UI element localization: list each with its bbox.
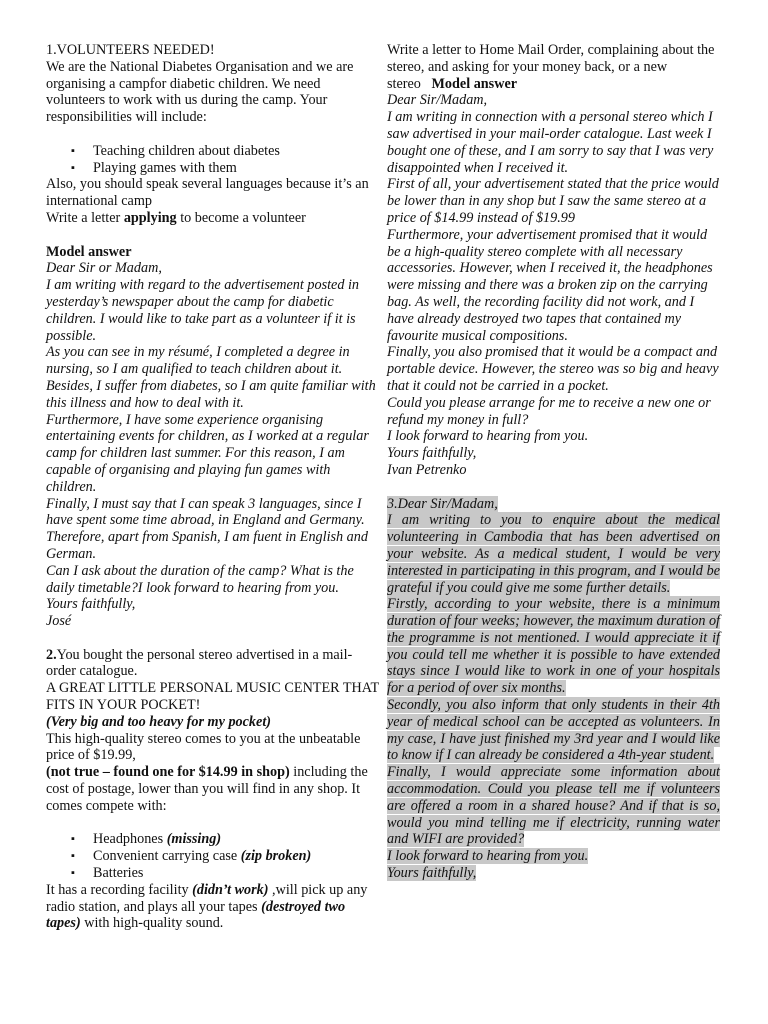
letter-line: I look forward to hearing from you. bbox=[387, 428, 589, 445]
letter-line: Furthermore, I have some experience organising entertaining events for children, as I worked at a regular camp for children last summer. For this reason, I am capable of organising and playing fun games with children. bbox=[46, 411, 369, 495]
list-item: ▪ Batteries bbox=[46, 865, 380, 882]
right-column bbox=[387, 42, 720, 882]
letter-line: I am writing in connection with a personal stereo which I saw advertised in your mail-order catalogue. Last week I bought one of these, and I am sorry to say that I was very disappointed when I received it. bbox=[387, 109, 714, 176]
letter-line: Finally, I would appreciate some information about accommodation. Could you please tell me if volunteers are offered a room in a shared house? And if that is so, would you mind telling me if electricity, running water and WIFI are provided? bbox=[387, 764, 720, 848]
letter-line: Finally, you also promised that it would be a compact and portable device. However, the stereo was so big and heavy that it could not be carried in a pocket. bbox=[387, 344, 719, 394]
ad-note: (Very big and too heavy for my pocket) bbox=[46, 713, 271, 730]
list-item: ▪ Headphones (missing) bbox=[46, 831, 380, 848]
spacer bbox=[46, 227, 380, 244]
task2-instruction: Write a letter to Home Mail Order, complaining about the stereo, and asking for your money back, or a new stereo Model answer bbox=[387, 42, 715, 92]
letter-line: Can I ask about the duration of the camp? What is the daily timetable?I look forward to hearing from you. bbox=[46, 562, 354, 596]
spacer bbox=[46, 815, 380, 832]
ad-cost: (not true – found one for $14.99 in shop) including the cost of postage, lower than you will find in any shop. It comes compete with: bbox=[46, 764, 368, 814]
letter-3 bbox=[387, 496, 720, 882]
task2-intro: 2.You bought the personal stereo advertised in a mail-order catalogue. bbox=[46, 646, 353, 680]
letter-line: 3.Dear Sir/Madam, bbox=[387, 495, 498, 512]
spacer bbox=[387, 479, 720, 496]
letter-line: Finally, I must say that I can speak 3 languages, since I have spent some time abroad, in England and Germany. Therefore, apart from Spanish, I am fuent in English and German. bbox=[46, 495, 368, 562]
list-item: ▪ Playing games with them bbox=[46, 160, 380, 177]
ad-price: This high-quality stereo comes to you at the unbeatable price of $19.99, bbox=[46, 730, 361, 764]
letter-line: Yours faithfully, bbox=[387, 865, 477, 882]
letter-line: First of all, your advertisement stated that the price would be lower than in any shop but I saw the same stereo at a price of $14.99 instead of $19.99 bbox=[387, 176, 719, 226]
list-item: ▪ Teaching children about diabetes bbox=[46, 143, 380, 160]
task1-intro: We are the National Diabetes Organisation and we are organising a campfor diabetic children. We need volunteers to work with us during the camp. Your responsibilities will include: bbox=[46, 58, 354, 126]
task1-also: Also, you should speak several languages because it’s an international camp bbox=[46, 176, 369, 210]
list-item: ▪ Convenient carrying case (zip broken) bbox=[46, 848, 380, 865]
letter-line: Dear Sir/Madam, bbox=[387, 92, 488, 109]
letter-line: Secondly, you also inform that only students in their 4th year of medical school can be accepted as volunteers. In my case, I have just finished my 3rd year and I would like to know if I can already be considered a 4th-year student. bbox=[387, 697, 720, 764]
letter-line: Dear Sir or Madam, bbox=[46, 260, 162, 277]
task1-heading: 1.VOLUNTEERS NEEDED! bbox=[46, 42, 215, 58]
spacer bbox=[46, 630, 380, 647]
letter-line: Ivan Petrenko bbox=[387, 461, 467, 478]
left-column bbox=[46, 42, 380, 932]
letter-line: Firstly, according to your website, there is a minimum duration of four weeks; however, the maximum duration of the programme is not mentioned. I would appreciate it if you could tell me whether it is possible to have extended stays since I would like to work in one of your hospitals for a period of over six months. bbox=[387, 596, 720, 697]
ad-title: A GREAT LITTLE PERSONAL MUSIC CENTER THAT FITS IN YOUR POCKET! bbox=[46, 680, 379, 714]
model-answer-label: Model answer bbox=[46, 243, 132, 260]
letter-line: I look forward to hearing from you. bbox=[387, 848, 589, 865]
letter-line: Yours faithfully, bbox=[387, 445, 477, 462]
model-letter-1 bbox=[46, 260, 380, 630]
letter-line: José bbox=[46, 613, 72, 630]
task1-bullet-list bbox=[46, 143, 380, 177]
spacer bbox=[46, 126, 380, 143]
ad-recording: It has a recording facility (didn’t work) ,will pick up any radio station, and plays all your tapes (destroyed two tapes) with high-quality sound. bbox=[46, 881, 368, 932]
letter-line: Could you please arrange for me to receive a new one or refund my money in full? bbox=[387, 394, 711, 428]
ad-item-list bbox=[46, 831, 380, 881]
letter-line: Yours faithfully, bbox=[46, 596, 136, 613]
task1-instruction: Write a letter applying to become a volunteer bbox=[46, 209, 306, 226]
letter-line: As you can see in my résumé, I completed a degree in nursing, so I am qualified to teach children about it. Besides, I suffer from diabetes, so I am quite familiar with this illness and how to deal with it. bbox=[46, 344, 376, 411]
letter-line: Furthermore, your advertisement promised that it would be a high-quality stereo complete with all necessary accessories. However, when I received it, the headphones were missing and there was a broken zip on the carrying bag. As well, the recording facility did not work, and I have already destroyed two tapes that contained my favourite musical compositions. bbox=[387, 226, 713, 344]
letter-line: I am writing to you to enquire about the medical volunteering in Cambodia that has been advertised on your website. As a medical student, I would be very interested in participating in this program, and I would be grateful if you could give me some further details. bbox=[387, 512, 720, 596]
letter-line: I am writing with regard to the advertisement posted in yesterday’s newspaper about the camp for diabetic children. I would like to take part as a volunteer if it is possible. bbox=[46, 277, 360, 344]
model-letter-2 bbox=[387, 92, 720, 478]
